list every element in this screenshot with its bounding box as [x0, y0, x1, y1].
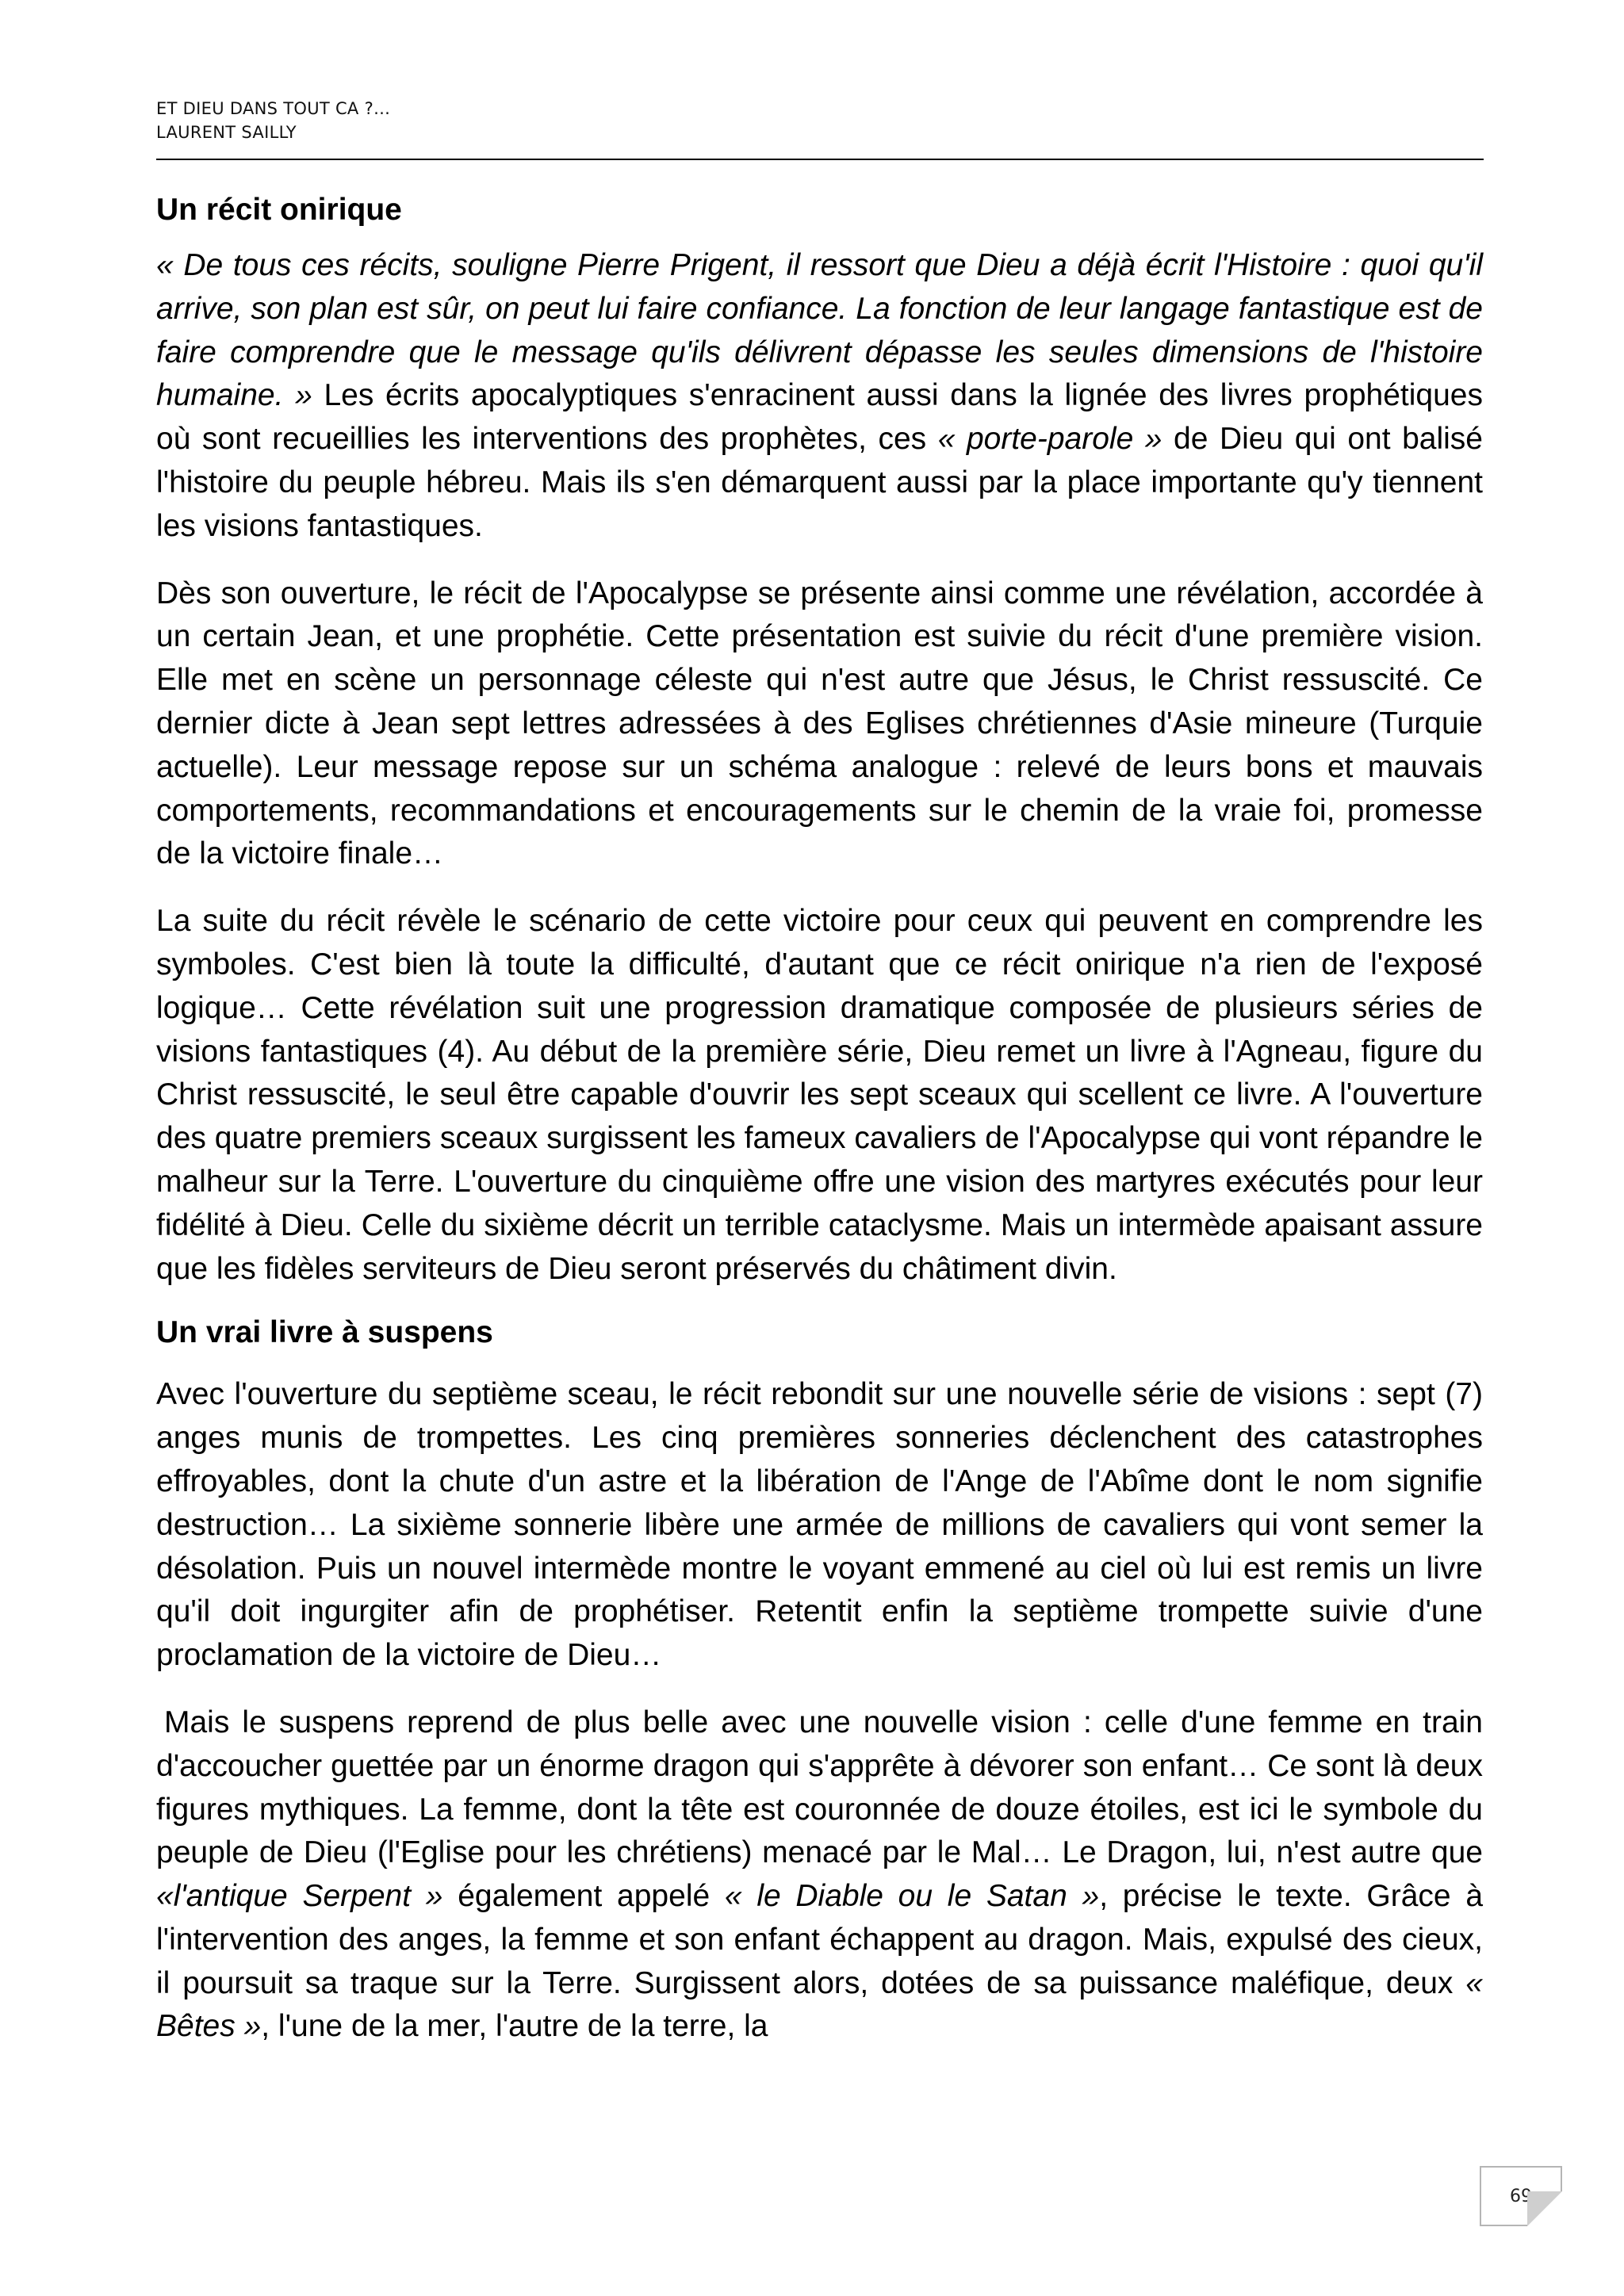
header-author: LAURENT SAILLY: [156, 123, 297, 142]
diable-satan-quote: « le Diable ou le Satan »: [724, 1879, 1100, 1914]
page-number: 69: [1510, 2187, 1532, 2206]
paragraph-5-text-e: , précise le texte. Grâce à l'intervention des anges, la femme et son enfant échappent au dragon. Mais, expulsé des cieux, il poursuit sa traque sur la Terre. Surgissent alors, dotées de sa puissance maléfique, deux: [156, 1879, 1484, 2000]
paragraph-4: Avec l'ouverture du septième sceau, le récit rebondit sur une nouvelle série de visions : sept (7) anges munis de trompettes. Les cinq premières sonneries déclenchent des catastrophes effroyables, dont la chute d'un astre et la libération de l'Ange de l'Abîme dont le nom signifie destruction… La sixième sonnerie libère une armée de millions de cavaliers qui vont semer la désolation. Puis un nouvel intermède montre le voyant emmené au ciel où lui est remis un livre qu'il doit ingurgiter afin de prophétiser. Retentit enfin la septième trompette suivie d'une proclamation de la victoire de Dieu…: [156, 1377, 1483, 1673]
section-heading-recit-onirique: Un récit onirique: [156, 193, 402, 227]
paragraph-5-text-c: également appelé: [442, 1879, 725, 1914]
paragraph-1-text-c: de Dieu qui ont balisé l'histoire du peuple hébreu. Mais ils s'en démarquent aussi par la place importante qu'y tiennent les visions fantastiques.: [156, 422, 1483, 543]
paragraph-3: La suite du récit révèle le scénario de cette victoire pour ceux qui peuvent en comprendre les symboles. C'est bien là toute la difficulté, d'autant que ce récit onirique n'a rien de l'exposé logique… Cette révélation suit une progression dramatique composée de plusieurs séries de visions fantastiques (4). Au début de la première série, Dieu remet un livre à l'Agneau, figure du Christ ressuscité, le seul être capable d'ouvrir les sept sceaux qui scellent ce livre. A l'ouverture des quatre premiers sceaux surgissent les fameux cavaliers de l'Apocalypse qui vont répandre le malheur sur la Terre. L'ouverture du cinquième offre une vision des martyres exécutés pour leur fidélité à Dieu. Celle du sixième décrit un terrible cataclysme. Mais un intermède apaisant assure que les fidèles serviteurs de Dieu seront préservés du châtiment divin.: [156, 904, 1483, 1286]
header-book-title: ET DIEU DANS TOUT CA ?…: [156, 99, 391, 118]
paragraph-5-text-a: Mais le suspens reprend de plus belle avec une nouvelle vision : celle d'une femme en train d'accoucher guettée par un énorme dragon qui s'apprête à dévorer son enfant… Ce sont là deux figures mythiques. La femme, dont la tête est couronnée de douze étoiles, est ici le symbole du peuple de Dieu (l'Eglise pour les chrétiens) menacé par le Mal… Le Dragon, lui, n'est autre que: [156, 1705, 1483, 1870]
paragraph-5-text-g: , l'une de la mer, l'autre de la terre, la: [261, 2009, 768, 2044]
paragraph-5: [156, 1701, 1483, 2049]
section-heading-livre-suspens: Un vrai livre à suspens: [156, 1315, 493, 1350]
betes-quote: « Bêtes »: [156, 1965, 1483, 2044]
prigent-quote: De tous ces récits, souligne Pierre Prigent, il ressort que Dieu a déjà écrit l'Histoire : quoi qu'il arrive, son plan est sûr, on peut lui faire confiance. La fonction de leur langage fantastique est de faire comprendre que le message qu'ils délivrent dépasse les seules dimensions de l'histoire humaine. »: [156, 248, 1483, 413]
header-rule: [156, 159, 1484, 160]
paragraph-2: Dès son ouverture, le récit de l'Apocalypse se présente ainsi comme une révélation, accordée à un certain Jean, et une prophétie. Cette présentation est suivie du récit d'une première vision. Elle met en scène un personnage céleste qui n'est autre que Jésus, le Christ ressuscité. Ce dernier dicte à Jean sept lettres adressées à des Eglises chrétiennes d'Asie mineure (Turquie actuelle). Leur message repose sur un schéma analogue : relevé de leurs bons et mauvais comportements, recommandations et encouragements sur le chemin de la vraie foi, promesse de la victoire finale…: [156, 576, 1483, 871]
page-body: [156, 189, 1483, 2049]
paragraph-1: [156, 244, 1483, 549]
quote-open: «: [156, 248, 184, 282]
running-header: [156, 97, 1480, 144]
page-number-box: [1480, 2166, 1562, 2226]
paragraph-1-text-a: Les écrits apocalyptiques s'enracinent aussi dans la lignée des livres prophétiques où sont recueillies les interventions des prophètes, ces: [156, 378, 1483, 457]
page-curl-icon: [1527, 2191, 1562, 2226]
antique-serpent-quote: «l'antique Serpent »: [156, 1879, 443, 1914]
porte-parole-quote: « porte-parole »: [937, 422, 1162, 457]
